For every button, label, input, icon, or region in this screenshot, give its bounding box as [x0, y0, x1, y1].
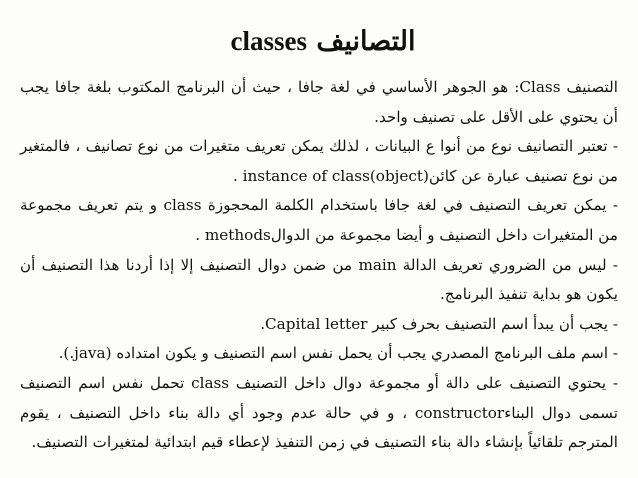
- paragraph-class-definition: التصنيف Class: هو الجوهر الأساسي في لغة جافا ، حيث أن البرنامج المكتوب بلغة جافا يجب أن يحتوي على الأقل على تصنيف واحد.: [20, 78, 618, 126]
- slide-body: [20, 73, 618, 458]
- paragraph-main-method: - ليس من الضروري تعريف الدالة main من ضمن دوال التصنيف إلا إذا أردنا هذا التصنيف أن يكون هو بداية تنفيذ البرنامج.: [20, 255, 618, 304]
- paragraph-data-types: - تعتبر التصانيف نوع من أنوا ع البيانات ، لذلك يمكن تعريف متغيرات من نوع تصانيف ، فالمتغير من نوع تصنيف عبارة عن كائن(instance of class(object .: [20, 137, 618, 185]
- paragraph-constructor: - يحتوي التصنيف على دالة أو مجموعة دوال داخل التصنيف class تحمل نفس اسم التصنيف تسمى دوال البناءconstructor ، و في حالة عدم وجود أي دالة بناء داخل التصنيف ، يقوم المترجم تلقائياً بإنشاء دالة بناء التصنيف في زمن التنفيذ لإعطاء قيم ابتدائية لمتغيرات التصنيف.: [20, 373, 619, 452]
- paragraph-class-keyword: - يمكن تعريف التصنيف في لغة جافا باستخدام الكلمة المحجوزة class و يتم تعريف مجموعة من المتغيرات داخل التصنيف و أيضا مجموعة من الدوالmethods .: [20, 196, 618, 244]
- paragraph-file-name: - اسم ملف البرنامج المصدري يجب أن يحمل نفس اسم التصنيف و يكون امتداده (java.).: [58, 344, 618, 363]
- slide-title: [20, 22, 618, 61]
- paragraph-capital-letter: - يجب أن يبدأ اسم التصنيف بحرف كبير Capital letter.: [260, 314, 618, 333]
- title-arabic: التصانيف: [316, 26, 416, 57]
- title-latin: classes: [230, 26, 307, 56]
